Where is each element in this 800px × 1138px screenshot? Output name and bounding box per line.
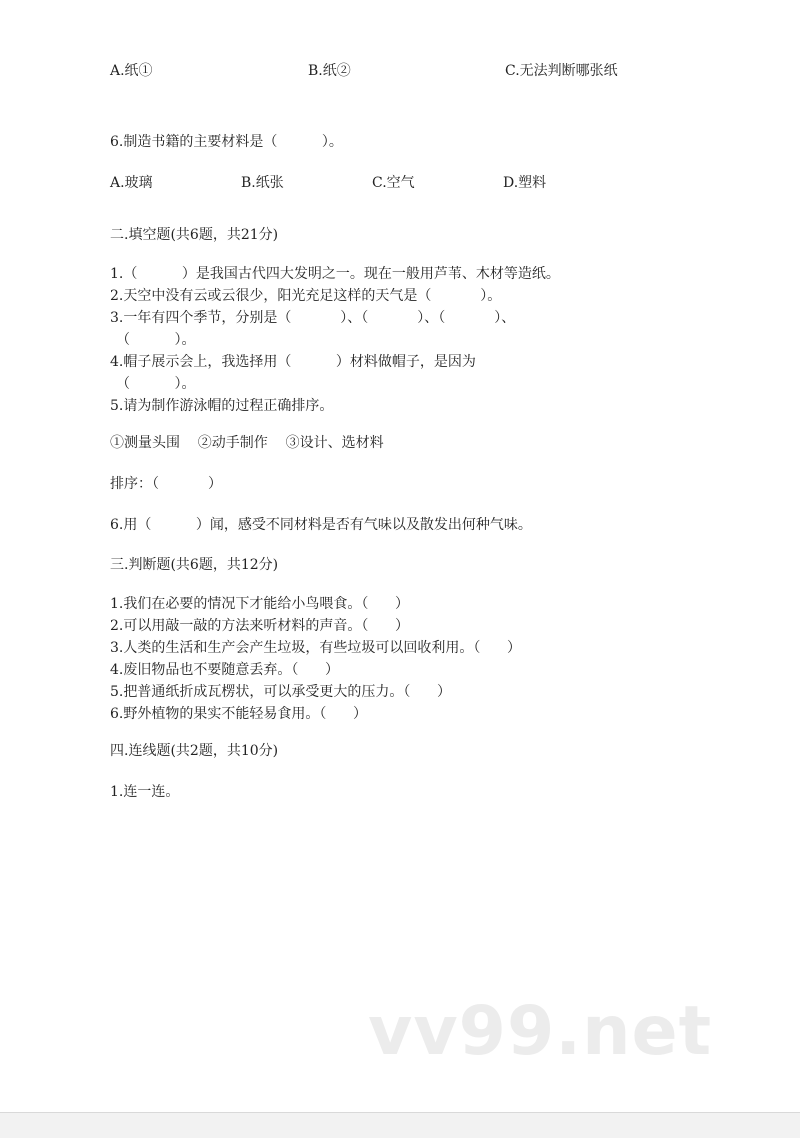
section4-heading: 四.连线题(共2题，共10分) — [110, 743, 279, 759]
q6-option-c: C.空气 — [372, 175, 415, 191]
fill-item-5-order: 排序：（ ） — [110, 476, 222, 492]
judge-item-6: 6.野外植物的果实不能轻易食用。（ ） — [110, 706, 368, 722]
watermark: vv99.net — [368, 992, 713, 1071]
q6-option-d: D.塑料 — [503, 175, 547, 191]
judge-item-3: 3.人类的生活和生产会产生垃圾，有些垃圾可以回收利用。（ ） — [110, 640, 522, 656]
fill-item-4-cont: （ ）。 — [116, 376, 196, 392]
fill-item-5-steps: ①测量头围 ②动手制作 ③设计、选材料 — [110, 435, 384, 451]
judge-item-1: 1.我们在必要的情况下才能给小鸟喂食。（ ） — [110, 596, 410, 612]
viewer-bottom-strip — [0, 1112, 800, 1138]
fill-item-1: 1.（ ）是我国古代四大发明之一。现在一般用芦苇、木材等造纸。 — [110, 266, 560, 282]
match-item-1: 1.连一连。 — [110, 784, 180, 800]
q6-option-b: B.纸张 — [241, 175, 284, 191]
fill-item-4: 4.帽子展示会上，我选择用（ ）材料做帽子，是因为 — [110, 354, 476, 370]
fill-item-6: 6.用（ ）闻，感受不同材料是否有气味以及散发出何种气味。 — [110, 517, 532, 533]
fill-item-3-cont: （ ）。 — [116, 332, 196, 348]
judge-item-2: 2.可以用敲一敲的方法来听材料的声音。（ ） — [110, 618, 410, 634]
q5-option-c: C.无法判断哪张纸 — [505, 63, 618, 79]
fill-item-5: 5.请为制作游泳帽的过程正确排序。 — [110, 398, 334, 414]
q6-option-a: A.玻璃 — [110, 175, 153, 191]
q5-option-b: B.纸② — [308, 63, 351, 79]
fill-item-2: 2.天空中没有云或云很少，阳光充足这样的天气是（ ）。 — [110, 288, 502, 304]
section3-heading: 三.判断题(共6题，共12分) — [110, 557, 279, 573]
q5-option-a: A.纸① — [110, 63, 153, 79]
judge-item-5: 5.把普通纸折成瓦楞状，可以承受更大的压力。（ ） — [110, 684, 452, 700]
q6-stem: 6.制造书籍的主要材料是（ ）。 — [110, 134, 343, 150]
judge-item-4: 4.废旧物品也不要随意丢弃。（ ） — [110, 662, 340, 678]
section2-heading: 二.填空题(共6题，共21分) — [110, 227, 279, 243]
fill-item-3: 3.一年有四个季节，分别是（ ）、（ ）、（ ）、 — [110, 310, 516, 326]
